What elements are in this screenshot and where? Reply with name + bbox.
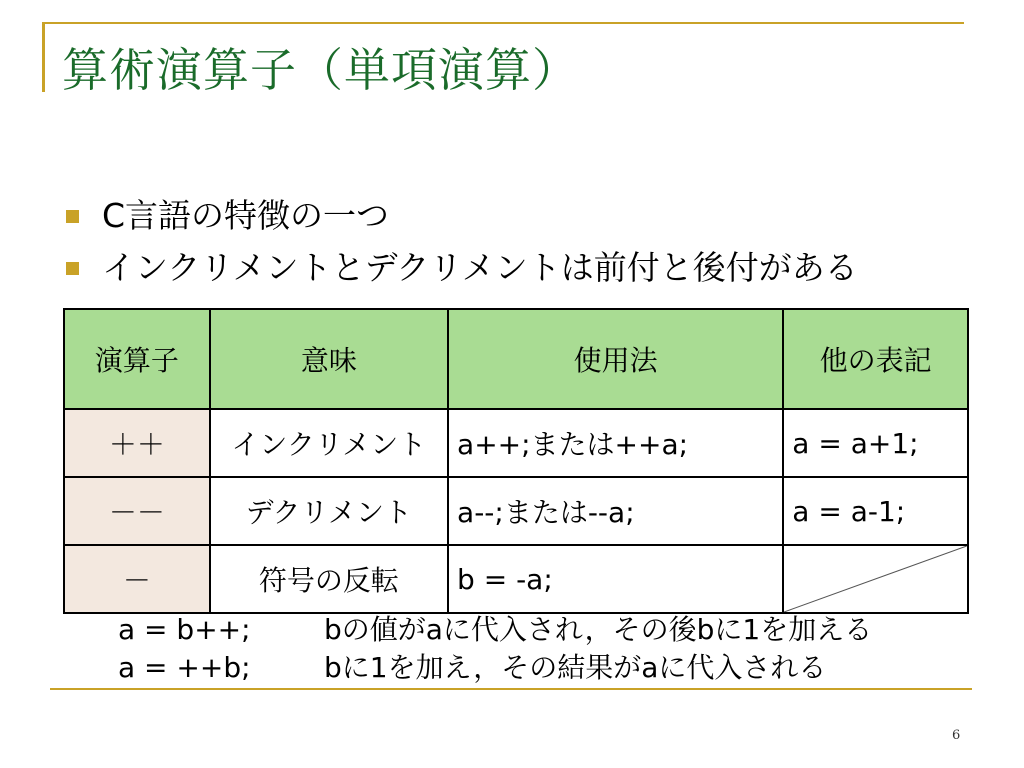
square-bullet-icon xyxy=(66,210,79,223)
header-usage: 使用法 xyxy=(448,309,783,409)
operator-cell: －－ xyxy=(64,477,210,545)
operator-cell: － xyxy=(64,545,210,613)
header-alt-notation: 他の表記 xyxy=(783,309,968,409)
square-bullet-icon xyxy=(66,262,79,275)
example-description: bの値がaに代入され，その後bに1を加える xyxy=(324,613,873,646)
diagonal-line xyxy=(784,546,967,612)
table-row xyxy=(64,545,968,613)
operator-table xyxy=(63,308,969,614)
table-header-row xyxy=(64,309,968,409)
example-line xyxy=(118,646,826,686)
header-meaning: 意味 xyxy=(210,309,448,409)
slide-title: 算術演算子（単項演算） xyxy=(62,43,579,97)
bullet-item xyxy=(62,242,858,294)
operator-cell: ＋＋ xyxy=(64,409,210,477)
usage-cell: a++;または++a; xyxy=(448,409,783,477)
bullet-text: インクリメントとデクリメントは前付と後付がある xyxy=(102,248,858,287)
alt-notation-cell: a = a-1; xyxy=(783,477,968,545)
footer-rule xyxy=(50,688,972,690)
meaning-cell: デクリメント xyxy=(210,477,448,545)
example-code: a = ++b; xyxy=(118,651,251,684)
meaning-cell: インクリメント xyxy=(210,409,448,477)
alt-notation-cell: a = a+1; xyxy=(783,409,968,477)
title-top-rule xyxy=(42,22,964,24)
example-code: a = b++; xyxy=(118,613,251,646)
table-row xyxy=(64,477,968,545)
example-description: bに1を加え，その結果がaに代入される xyxy=(324,651,827,684)
page-number: 6 xyxy=(952,728,961,743)
bullet-item xyxy=(62,190,858,242)
header-operator: 演算子 xyxy=(64,309,210,409)
example-line xyxy=(118,608,872,648)
usage-cell: a--;または--a; xyxy=(448,477,783,545)
usage-cell: b = -a; xyxy=(448,545,783,613)
bullet-text: C言語の特徴の一つ xyxy=(102,196,390,235)
bullet-list xyxy=(62,190,858,294)
table-row xyxy=(64,409,968,477)
title-left-rule xyxy=(42,22,45,92)
empty-diagonal-cell xyxy=(783,545,968,613)
meaning-cell: 符号の反転 xyxy=(210,545,448,613)
